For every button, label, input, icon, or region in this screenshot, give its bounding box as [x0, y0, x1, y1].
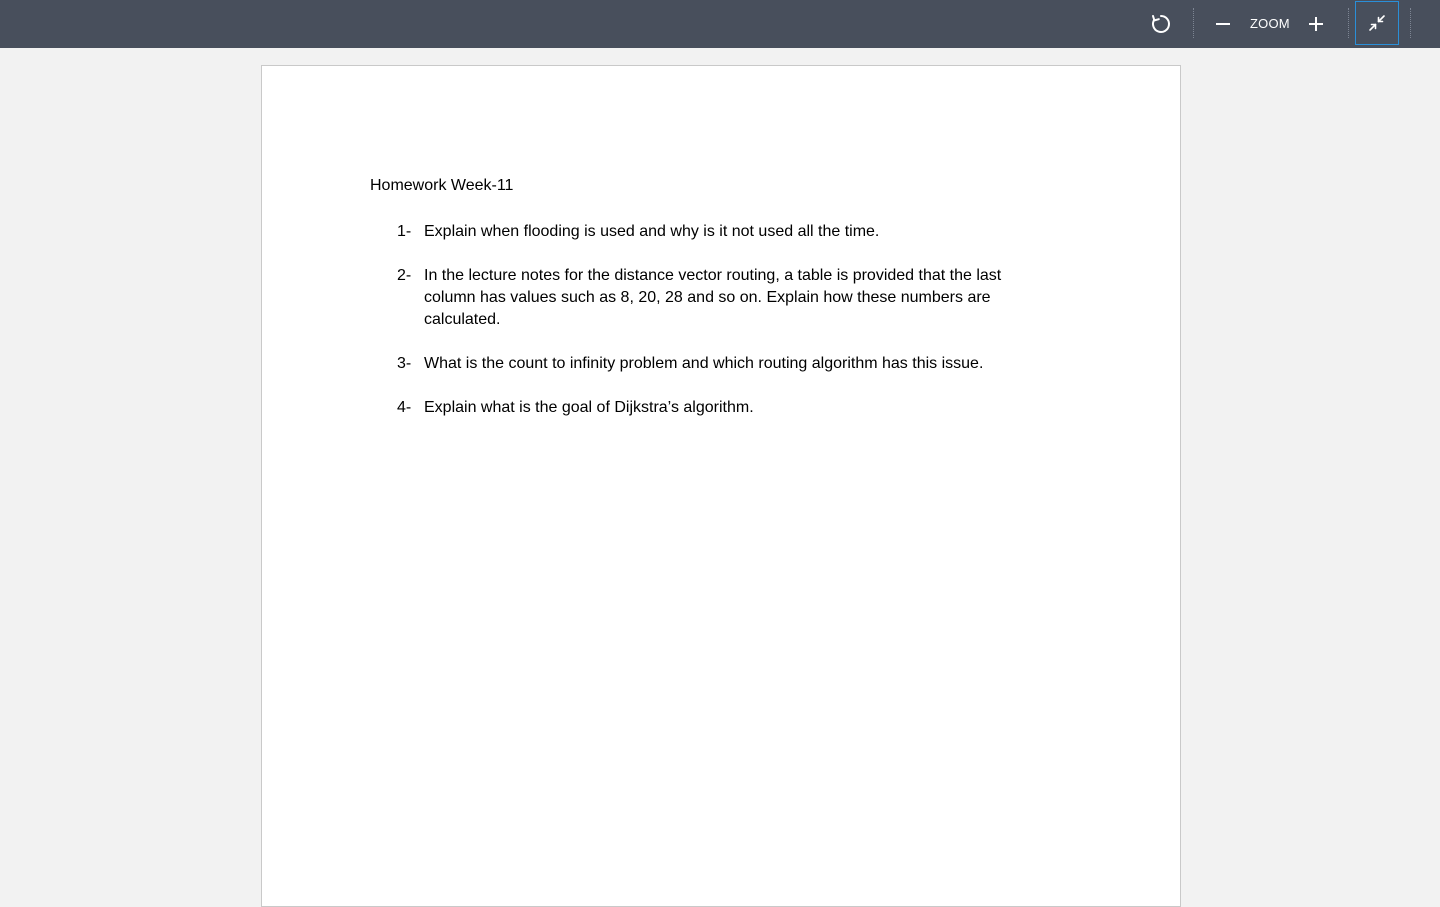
exit-fullscreen-icon — [1368, 14, 1386, 32]
refresh-button[interactable] — [1146, 0, 1176, 48]
toolbar-divider — [1410, 8, 1411, 38]
question-item — [397, 397, 1057, 419]
toolbar-divider — [1193, 8, 1194, 38]
zoom-out-icon — [1215, 16, 1231, 32]
toolbar-divider — [1348, 8, 1349, 38]
exit-fullscreen-button[interactable] — [1355, 1, 1399, 45]
question-number: 2- — [397, 267, 412, 284]
question-item — [397, 221, 1057, 243]
question-item — [397, 265, 1057, 331]
question-list — [397, 221, 1057, 441]
zoom-in-icon — [1308, 16, 1324, 32]
question-number: 3- — [397, 355, 412, 372]
question-item — [397, 353, 1057, 375]
viewer-toolbar — [0, 0, 1440, 48]
question-number: 1- — [397, 223, 412, 240]
zoom-label: ZOOM — [1250, 16, 1290, 31]
refresh-icon — [1150, 13, 1172, 35]
question-text: Explain when flooding is used and why is it not used all the time. — [424, 223, 880, 240]
question-number: 4- — [397, 399, 412, 416]
question-text: What is the count to infinity problem and which routing algorithm has this issue. — [424, 355, 984, 372]
document-page — [261, 65, 1181, 907]
question-text: Explain what is the goal of Dijkstra’s algorithm. — [424, 399, 754, 416]
zoom-in-button[interactable] — [1303, 0, 1329, 48]
document-title: Homework Week-11 — [370, 177, 514, 194]
zoom-out-button[interactable] — [1210, 0, 1236, 48]
question-text: In the lecture notes for the distance vector routing, a table is provided that the last column has values such as 8, 20, 28 and so on. Explain how these numbers are calculated. — [424, 267, 1002, 328]
